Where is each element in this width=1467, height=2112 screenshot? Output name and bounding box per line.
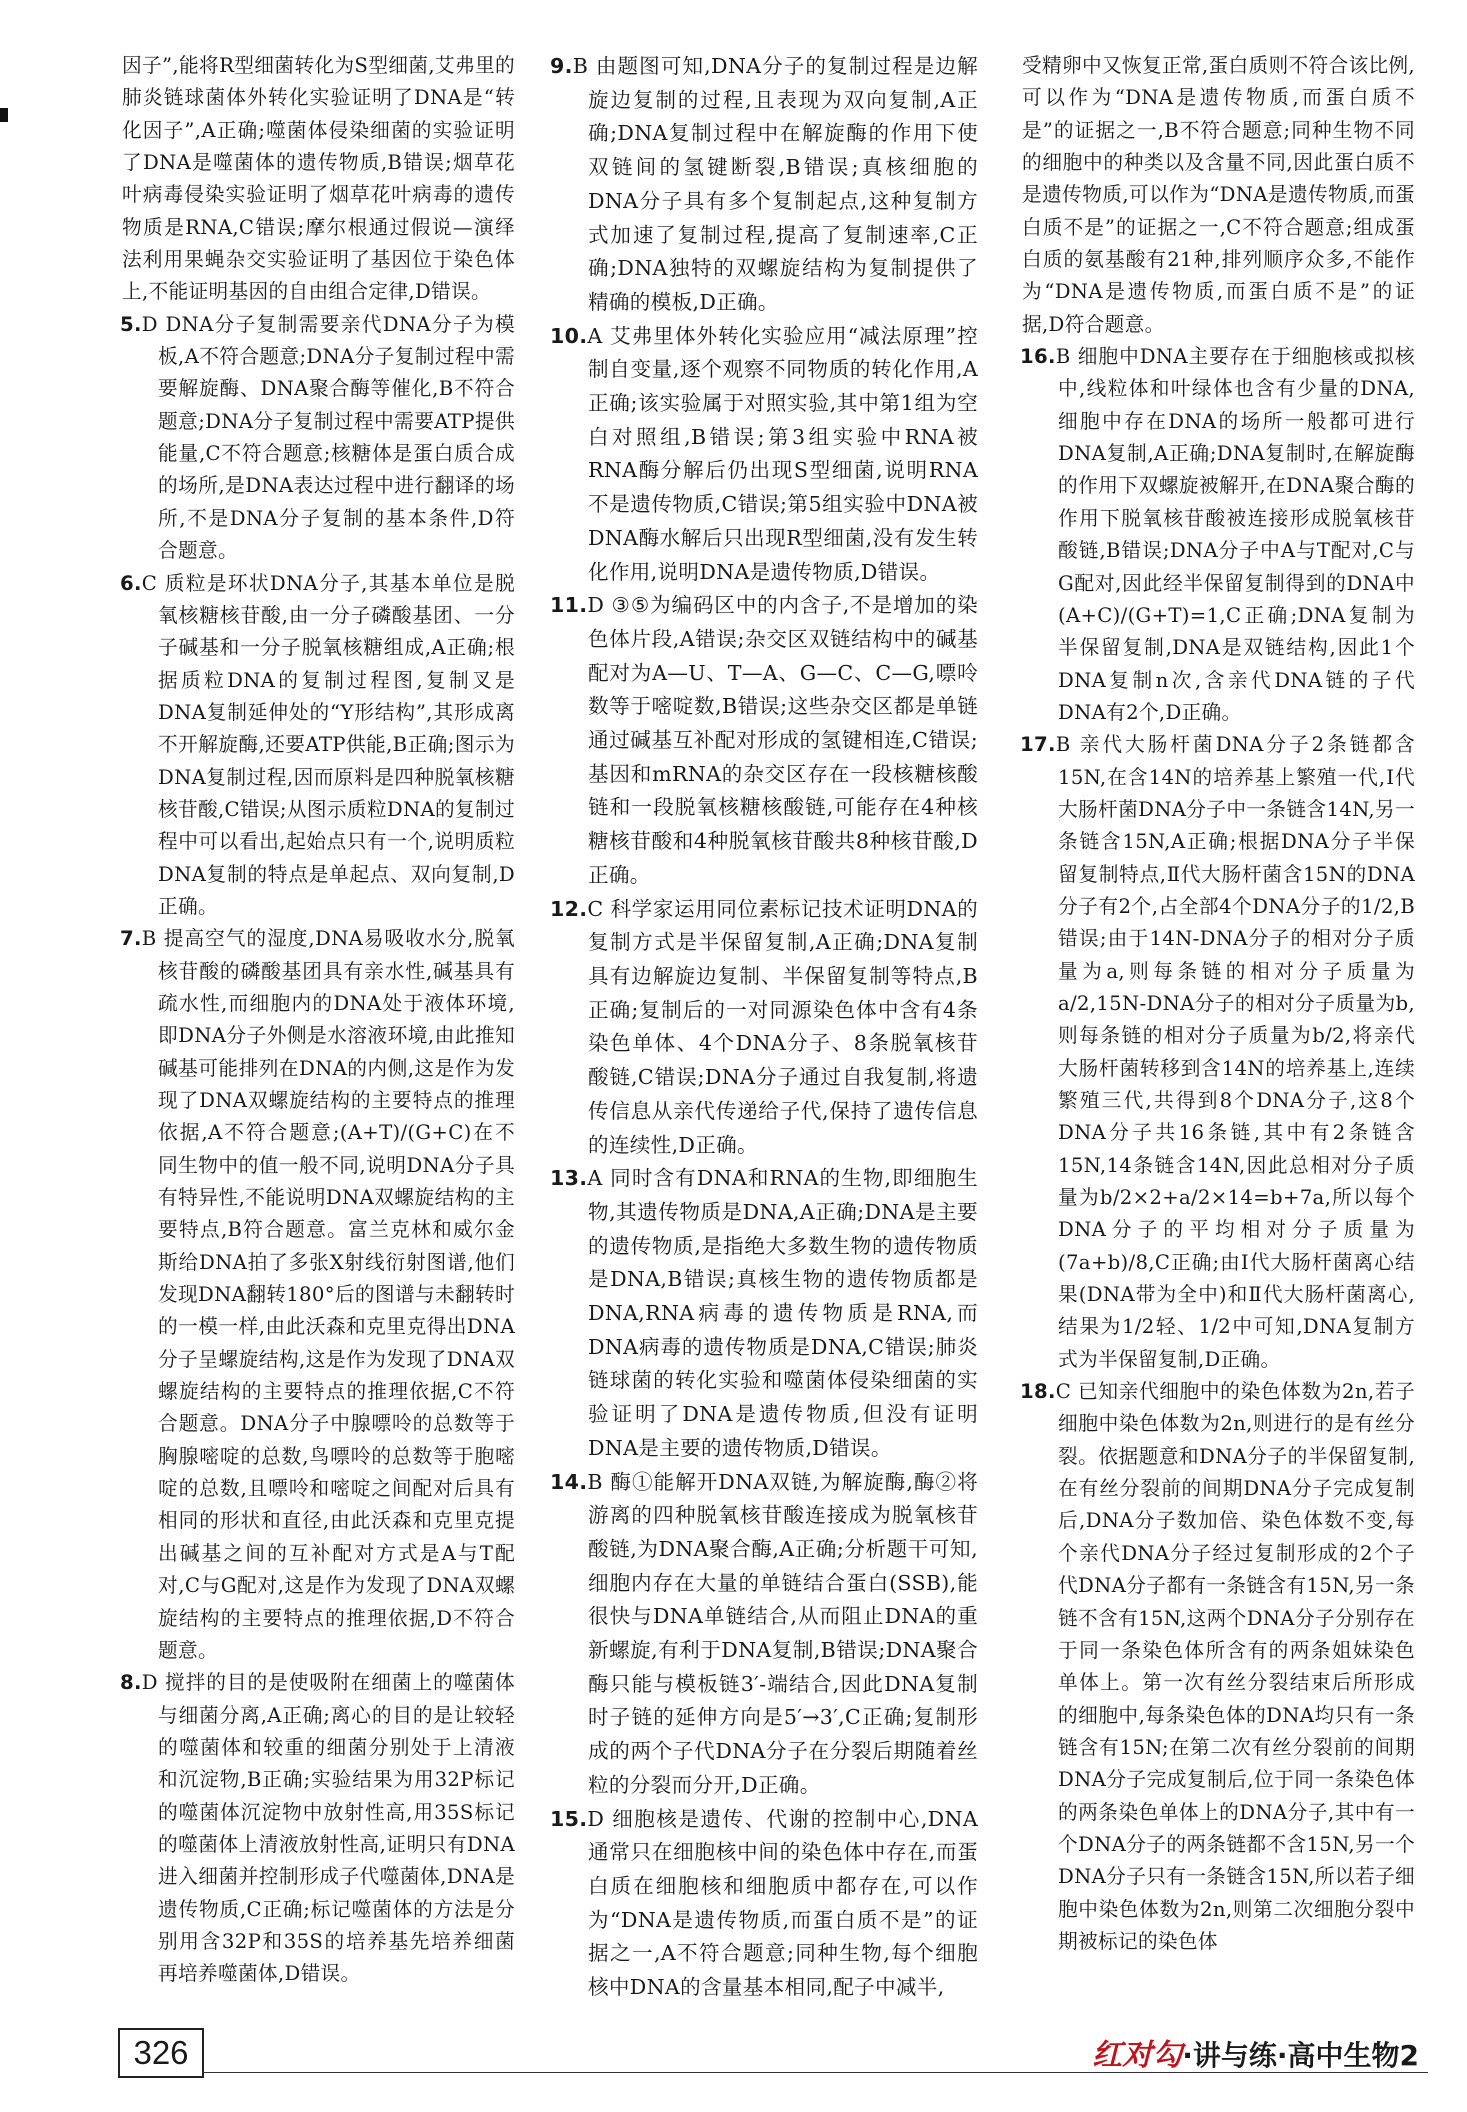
answer-item: 5.D DNA分子复制需要亲代DNA分子为模板,A不符合题意;DNA分子复制过程中需要解旋酶、DNA聚合酶等催化,B不符合题意;DNA分子复制过程中需要ATP提供能量,C不符合题意;核糖体是蛋白质合成的场所,是DNA表达过程中进行翻译的场所,不是DNA分子复制的基本条件,D符合题意。 xyxy=(120,312,515,563)
answer-item: 12.C 科学家运用同位素标记技术证明DNA的复制方式是半保留复制,A正确;DNA复制具有边解旋边复制、半保留复制等特点,B正确;复制后的一对同源染色体中含有4条染色单体、4个DNA分子、8条脱氧核苷酸链,C错误;DNA分子通过自我复制,将遗传信息从亲代传递给子代,保持了遗传信息的连续性,D正确。 xyxy=(550,896,978,1157)
answer-item: 8.D 搅拌的目的是使吸附在细菌上的噬菌体与细菌分离,A正确;离心的目的是让较轻的噬菌体和较重的细菌分别处于上清液和沉淀物,B正确;实验结果为用32P标记的噬菌体沉淀物中放射性高,用35S标记的噬菌体上清液放射性高,证明只有DNA进入细菌并控制形成子代噬菌体,DNA是遗传物质,C正确;标记噬菌体的方法是分别用含32P和35S的培养基先培养细菌再培养噬菌体,D错误。 xyxy=(120,1671,515,1986)
answer-item: 7.B 提高空气的湿度,DNA易吸收水分,脱氧核苷酸的磷酸基团具有亲水性,碱基具有疏水性,而细胞内的DNA处于液体环境,即DNA分子外侧是水溶液环境,由此推知碱基可能排列在DNA的内侧,这是作为发现了DNA双螺旋结构的主要特点的推理依据,A不符合题意;(A+T)/(G+C)在不同生物中的值一般不同,说明DNA分子具有特异性,不能说明DNA双螺旋结构的主要特点,B符合题意。富兰克林和威尔金斯给DNA拍了多张X射线衍射图谱,他们发现DNA翻转180°后的图谱与未翻转时的一模一样,由此沃森和克里克得出DNA分子呈螺旋结构,这是作为发现了DNA双螺旋结构的主要特点的推理依据,C不符合题意。DNA分子中腺嘌呤的总数等于胸腺嘧啶的总数,鸟嘌呤的总数等于胞嘧啶的总数,且嘌呤和嘧啶之间配对后具有相同的形状和直径,由此沃森和克里克提出碱基之间的互补配对方式是A与T配对,C与G配对,这是作为发现了DNA双螺旋结构的主要特点的推理依据,D不符合题意。 xyxy=(120,927,515,1662)
answer-item: 17.B 亲代大肠杆菌DNA分子2条链都含15N,在含14N的培养基上繁殖一代,Ⅰ代大肠杆菌DNA分子中一条链含14N,另一条链含15N,A正确;根据DNA分子半保留复制特点,Ⅱ代大肠杆菌含15N的DNA分子有2个,占全部4个DNA分子的1/2,B错误;由于14N-DNA分子的相对分子质量为a,则每条链的相对分子质量为a/2,15N-DNA分子的相对分子质量为b,则每条链的相对分子质量为b/2,将亲代大肠杆菌转移到含14N的培养基上,连续繁殖三代,共得到8个DNA分子,这8个DNA分子共16条链,其中有2条链含15N,14条链含14N,因此总相对分子质量为b/2×2+a/2×14=b+7a,所以每个DNA分子的平均相对分子质量为(7a+b)/8,C正确;由Ⅰ代大肠杆菌离心结果(DNA带为全中)和Ⅱ代大肠杆菌离心,结果为1/2轻、1/2中可知,DNA复制方式为半保留复制,D正确。 xyxy=(1020,733,1415,1371)
answer-item: 15.D 细胞核是遗传、代谢的控制中心,DNA通常只在细胞核中间的染色体中存在,而蛋白质在细胞核和细胞质中都存在,可以作为“DNA是遗传物质,而蛋白质不是”的证据之一,A不符合题意;同种生物,每个细胞核中DNA的含量基本相同,配子中减半, xyxy=(550,1806,978,2000)
brand-logo: 红对勾 xyxy=(1092,2038,1183,2073)
answer-item: 9.B 由题图可知,DNA分子的复制过程是边解旋边复制的过程,且表现为双向复制,A正确;DNA复制过程中在解旋酶的作用下使双链间的氢键断裂,B错误;真核细胞的DNA分子具有多个复制起点,这种复制方式加速了复制过程,提高了复制速率,C正确;DNA独特的双螺旋结构为复制提供了精确的模板,D正确。 xyxy=(550,54,978,314)
answer-column-2 xyxy=(550,50,978,2005)
answer-item: 13.A 同时含有DNA和RNA的生物,即细胞生物,其遗传物质是DNA,A正确;DNA是主要的遗传物质,是指绝大多数生物的遗传物质是DNA,B错误;真核生物的遗传物质都是DNA,RNA病毒的遗传物质是RNA,而DNA病毒的遗传物质是DNA,C错误;肺炎链球菌的转化实验和噬菌体侵染细菌的实验证明了DNA是遗传物质,但没有证明DNA是主要的遗传物质,D错误。 xyxy=(550,1166,978,1460)
margin-mark xyxy=(0,108,8,122)
answer-column-1 xyxy=(120,50,515,1991)
answer-item: 受精卵中又恢复正常,蛋白质则不符合该比例,可以作为“DNA是遗传物质,而蛋白质不是”的证据之一,B不符合题意;同种生物不同的细胞中的种类以及含量不同,因此蛋白质不是遗传物质,可以作为“DNA是遗传物质,而蛋白质不是”的证据之一,C不符合题意;组成蛋白质的氨基酸有21种,排列顺序众多,不能作为“DNA是遗传物质,而蛋白质不是”的证据,D符合题意。 xyxy=(1022,54,1415,336)
answer-item: 18.C 已知亲代细胞中的染色体数为2n,若子细胞中染色体数为2n,则进行的是有丝分裂。依据题意和DNA分子的半保留复制,在有丝分裂前的间期DNA分子完成复制后,DNA分子数加倍、染色体数不变,每个亲代DNA分子经过复制形成的2个子代DNA分子都有一条链含有15N,另一条链不含有15N,这两个DNA分子分别存在于同一条染色体所含有的两条姐妹染色单体上。第一次有丝分裂结束后所形成的细胞中,每条染色体的DNA均只有一条链含有15N;在第二次有丝分裂前的间期DNA分子完成复制后,位于同一条染色体的两条染色单体上的DNA分子,其中有一个DNA分子的两条链都不含15N,另一个DNA分子只有一条链含15N,所以若子细胞中染色体数为2n,则第二次细胞分裂中期被标记的染色体 xyxy=(1020,1380,1415,1953)
answer-item: 6.C 质粒是环状DNA分子,其基本单位是脱氧核糖核苷酸,由一分子磷酸基团、一分子碱基和一分子脱氧核糖组成,A正确;根据质粒DNA的复制过程图,复制叉是DNA复制延伸处的“Y形结构”,其形成离不开解旋酶,还要ATP供能,B正确;图示为DNA复制过程,因而原料是四种脱氧核糖核苷酸,C错误;从图示质粒DNA的复制过程中可以看出,起始点只有一个,说明质粒DNA复制的特点是单起点、双向复制,D正确。 xyxy=(120,571,515,918)
answer-item: 16.B 细胞中DNA主要存在于细胞核或拟核中,线粒体和叶绿体也含有少量的DNA,细胞中存在DNA的场所一般都可进行DNA复制,A正确;DNA复制时,在解旋酶的作用下双螺旋被解开,在DNA聚合酶的作用下脱氧核苷酸被连接形成脱氧核苷酸链,B错误;DNA分子中A与T配对,C与G配对,因此经半保留复制得到的DNA中(A+C)/(G+T)=1,C正确;DNA复制为半保留复制,DNA是双链结构,因此1个DNA复制n次,含亲代DNA链的子代DNA有2个,D正确。 xyxy=(1020,345,1415,724)
footer xyxy=(1092,2030,1419,2074)
answer-item: 因子”,能将R型细菌转化为S型细菌,艾弗里的肺炎链球菌体外转化实验证明了DNA是“转化因子”,A正确;噬菌体侵染细菌的实验证明了DNA是噬菌体的遗传物质,B错误;烟草花叶病毒侵染实验证明了烟草花叶病毒的遗传物质是RNA,C错误;摩尔根通过假说—演绎法利用果蝇杂交实验证明了基因位于染色体上,不能证明基因的自由组合定律,D错误。 xyxy=(122,54,515,304)
page-number: 326 xyxy=(118,2028,204,2078)
answer-item: 10.A 艾弗里体外转化实验应用“减法原理”控制自变量,逐个观察不同物质的转化作用,A正确;该实验属于对照实验,其中第1组为空白对照组,B错误;第3组实验中RNA被RNA酶分解后仍出现S型细菌,说明RNA不是遗传物质,C错误;第5组实验中DNA被DNA酶水解后只出现R型细菌,没有发生转化作用,说明DNA是遗传物质,D错误。 xyxy=(550,323,978,584)
footer-title: ·讲与练·高中生物2 xyxy=(1182,2039,1419,2072)
answer-item: 14.B 酶①能解开DNA双链,为解旋酶,酶②将游离的四种脱氧核苷酸连接成为脱氧核苷酸链,为DNA聚合酶,A正确;分析题干可知,细胞内存在大量的单链结合蛋白(SSB),能很快与DNA单链结合,从而阻止DNA的重新螺旋,有利于DNA复制,B错误;DNA聚合酶只能与模板链3′-端结合,因此DNA复制时子链的延伸方向是5′→3′,C正确;复制形成的两个子代DNA分子在分裂后期随着丝粒的分裂而分开,D正确。 xyxy=(550,1469,978,1797)
answer-item: 11.D ③⑤为编码区中的内含子,不是增加的染色体片段,A错误;杂交区双链结构中的碱基配对为A—U、T—A、G—C、C—G,嘌呤数等于嘧啶数,B错误;这些杂交区都是单链通过碱基互补配对形成的氢键相连,C错误;基因和mRNA的杂交区存在一段核糖核酸链和一段脱氧核糖核酸链,可能存在4种核糖核苷酸和4种脱氧核苷酸共8种核苷酸,D正确。 xyxy=(550,593,978,887)
answer-column-3 xyxy=(1020,50,1415,1958)
